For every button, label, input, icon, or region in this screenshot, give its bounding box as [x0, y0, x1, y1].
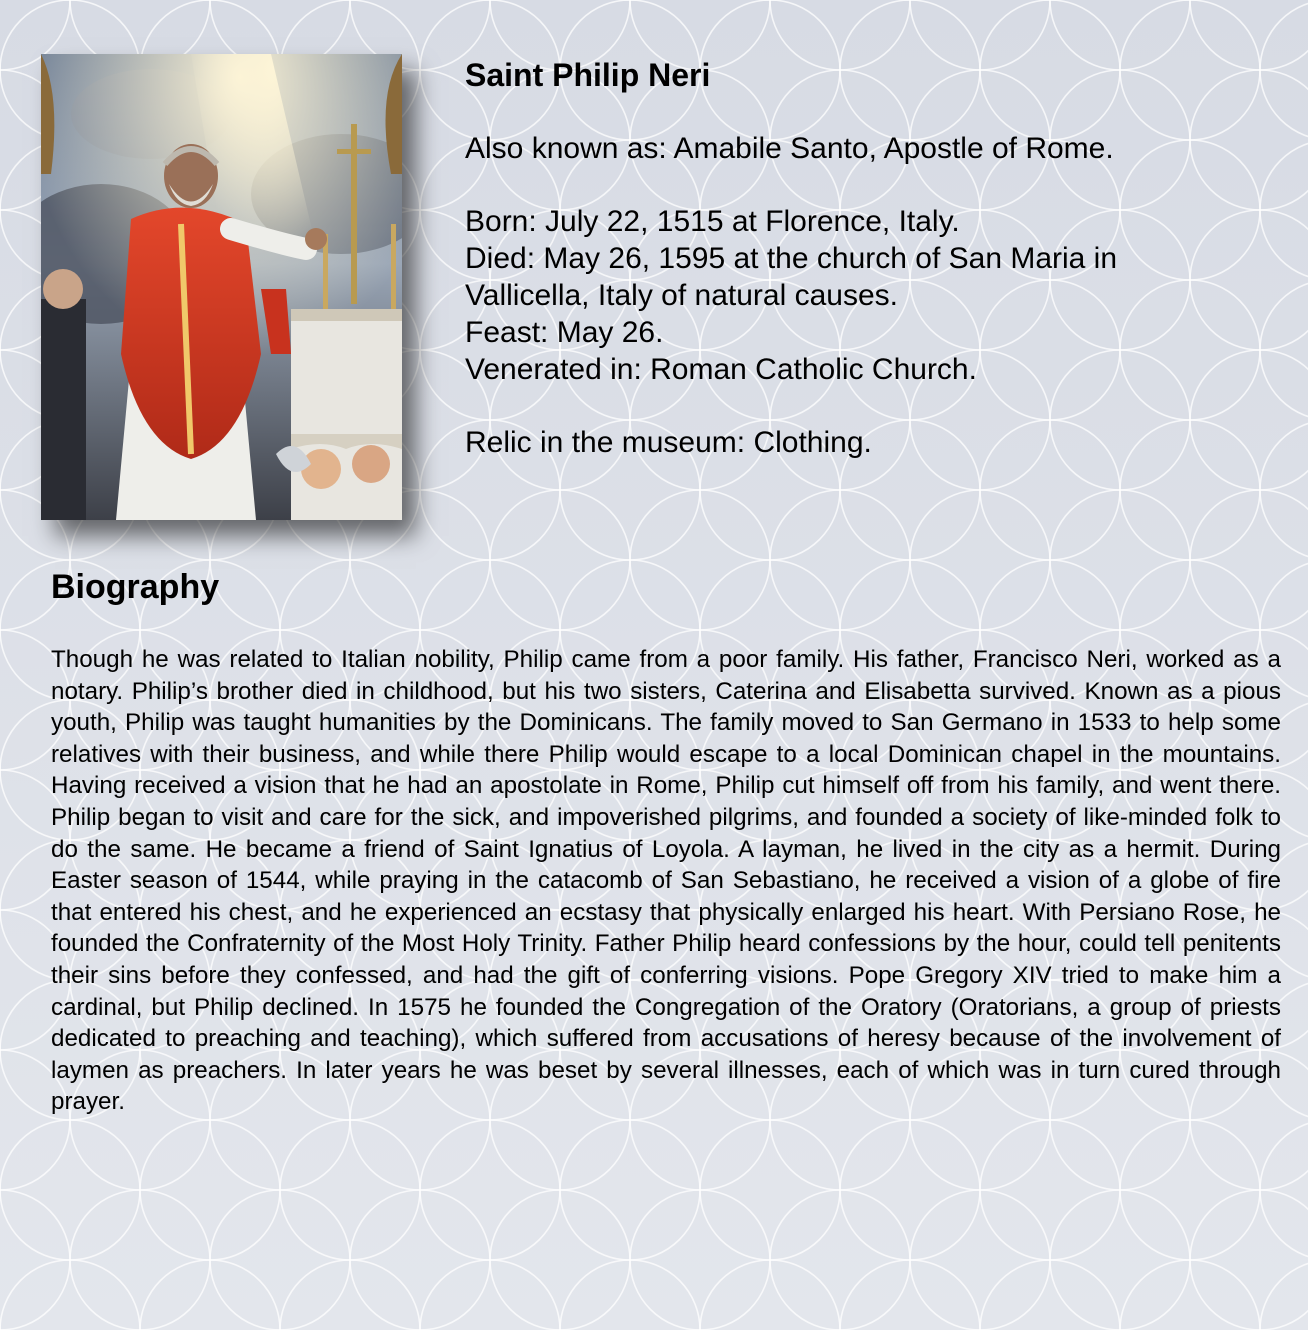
- relic-line: Relic in the museum: Clothing.: [465, 426, 872, 459]
- saint-info-block: [465, 56, 1265, 461]
- venerated-line: Venerated in: Roman Catholic Church.: [465, 353, 977, 386]
- feast-line: Feast: May 26.: [465, 316, 664, 349]
- biography-text: Though he was related to Italian nobility, Philip came from a poor family. His father, Francisco Neri, worked as a notary. Philip’s brother died in childhood, but his two sisters, Caterina and Elisabetta survived. Known as a pious youth, Philip was taught humanities by the Dominicans. The family moved to San Germano in 1533 to help some relatives with their business, and while there Philip would escape to a local Dominican chapel in the mountains. Having received a vision that he had an apostolate in Rome, Philip cut himself off from his family, and went there. Philip began to visit and care for the sick, and impoverished pilgrims, and founded a society of like-minded folk to do the same. He became a friend of Saint Ignatius of Loyola. A layman, he lived in the city as a hermit. During Easter season of 1544, while praying in the catacomb of San Sebastiano, he received a vision of a globe of fire that entered his chest, and he experienced an ecstasy that physically enlarged his heart. With Persiano Rose, he founded the Confraternity of the Most Holy Trinity. Father Philip heard confessions by the hour, could tell penitents their sins before they confessed, and had the gift of conferring visions. Pope Gregory XIV tried to make him a cardinal, but Philip declined. In 1575 he founded the Congregation of the Oratory (Oratorians, a group of priests dedicated to preaching and teaching), which suffered from accusations of heresy because of the involvement of laymen as preachers. In later years he was beset by several illnesses, each of which was in turn cured through prayer.: [51, 646, 1281, 1116]
- also-known-as: Also known as: Amabile Santo, Apostle of Rome.: [465, 132, 1114, 165]
- born-line: Born: July 22, 1515 at Florence, Italy.: [465, 205, 960, 238]
- saint-name-heading: Saint Philip Neri: [465, 57, 711, 93]
- saint-portrait-image: [41, 54, 402, 520]
- died-line-2: Vallicella, Italy of natural causes.: [465, 279, 898, 312]
- died-line-1: Died: May 26, 1595 at the church of San Maria in: [465, 242, 1118, 275]
- biography-heading: Biography: [51, 568, 220, 606]
